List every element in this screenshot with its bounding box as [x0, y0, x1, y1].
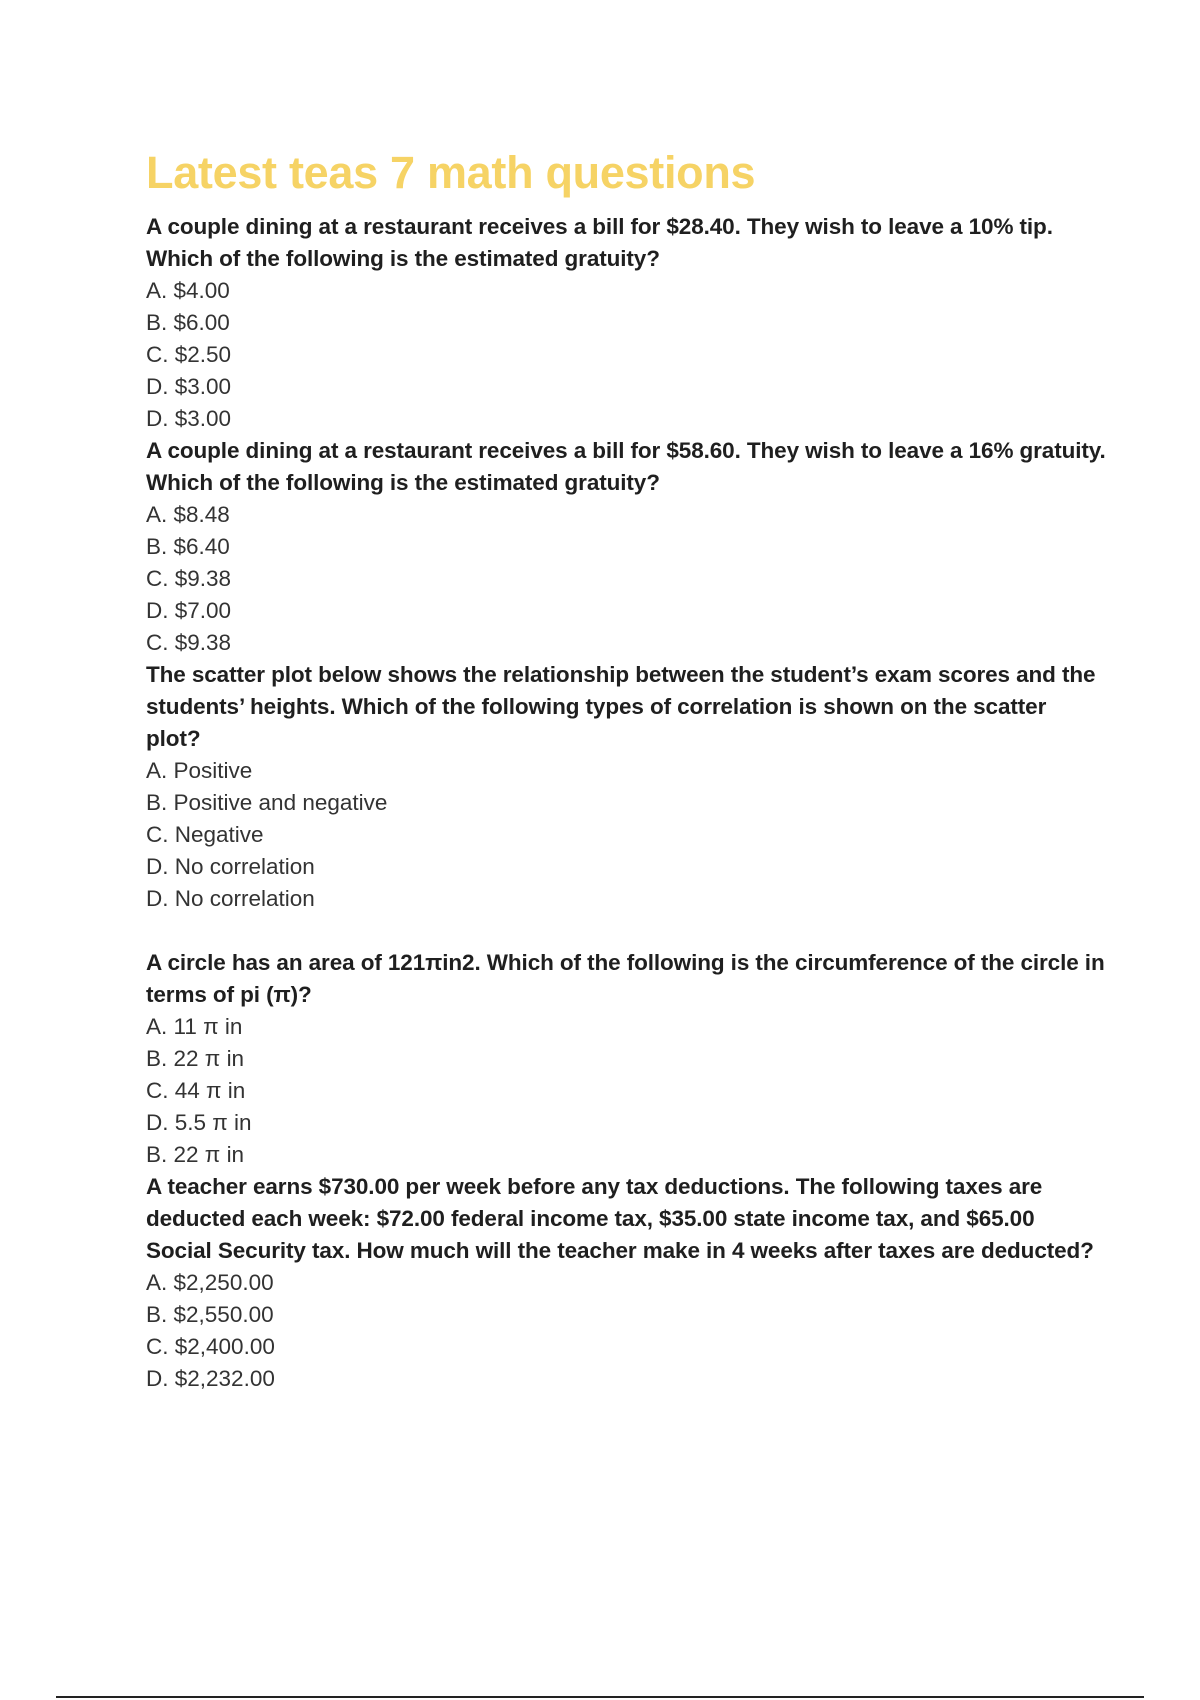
answer-line: D. $3.00	[146, 406, 232, 431]
option-list	[146, 275, 1106, 403]
question-block	[146, 659, 1106, 915]
option-item: D. $3.00	[146, 374, 232, 399]
option-item: A. 11 π in	[146, 1014, 243, 1039]
option-item: C. $9.38	[146, 566, 232, 591]
option-item: B. Positive and negative	[146, 790, 388, 815]
document-page	[146, 145, 1106, 1395]
answer-line: C. $9.38	[146, 630, 232, 655]
option-list	[146, 499, 1106, 627]
question-text: A couple dining at a restaurant receives a bill for $58.60. They wish to leave a 16% gratuity. Which of the following is the estimated gratuity?	[146, 438, 1106, 495]
option-item: C. Negative	[146, 822, 264, 847]
option-item: B. 22 π in	[146, 1046, 245, 1071]
option-item: D. No correlation	[146, 854, 315, 879]
option-item: C. $2,400.00	[146, 1334, 275, 1359]
option-item: A. Positive	[146, 758, 253, 783]
option-item: A. $2,250.00	[146, 1270, 274, 1295]
option-list	[146, 1267, 1106, 1395]
question-text: The scatter plot below shows the relationship between the student’s exam scores and the students’ heights. Which of the following types of correlation is shown on the scatter plot?	[146, 662, 1096, 751]
option-item: D. 5.5 π in	[146, 1110, 252, 1135]
page-title: Latest teas 7 math questions	[146, 147, 756, 198]
question-block	[146, 1171, 1106, 1395]
option-item: A. $8.48	[146, 502, 230, 527]
option-item: B. $2,550.00	[146, 1302, 274, 1327]
option-item: D. $7.00	[146, 598, 232, 623]
question-text: A couple dining at a restaurant receives a bill for $28.40. They wish to leave a 10% tip. Which of the following is the estimated gratuity?	[146, 214, 1053, 271]
option-item: D. $2,232.00	[146, 1366, 275, 1391]
question-block	[146, 211, 1106, 435]
option-item: B. $6.40	[146, 534, 230, 559]
answer-line: B. 22 π in	[146, 1142, 245, 1167]
question-text: A teacher earns $730.00 per week before any tax deductions. The following taxes are deducted each week: $72.00 federal income tax, $35.00 state income tax, and $65.00 Social Security tax. How much will the teacher make in 4 weeks after taxes are deducted?	[146, 1174, 1094, 1263]
option-item: A. $4.00	[146, 278, 230, 303]
option-item: C. $2.50	[146, 342, 232, 367]
question-block	[146, 435, 1106, 659]
option-item: B. $6.00	[146, 310, 230, 335]
question-block	[146, 947, 1106, 1171]
question-text: A circle has an area of 121πin2. Which of the following is the circumference of the circle in terms of pi (π)?	[146, 950, 1105, 1007]
option-list	[146, 1011, 1106, 1139]
answer-line: D. No correlation	[146, 886, 315, 911]
option-item: C. 44 π in	[146, 1078, 246, 1103]
spacer	[146, 915, 1106, 947]
option-list	[146, 755, 1106, 883]
footer-divider	[56, 1696, 1144, 1698]
